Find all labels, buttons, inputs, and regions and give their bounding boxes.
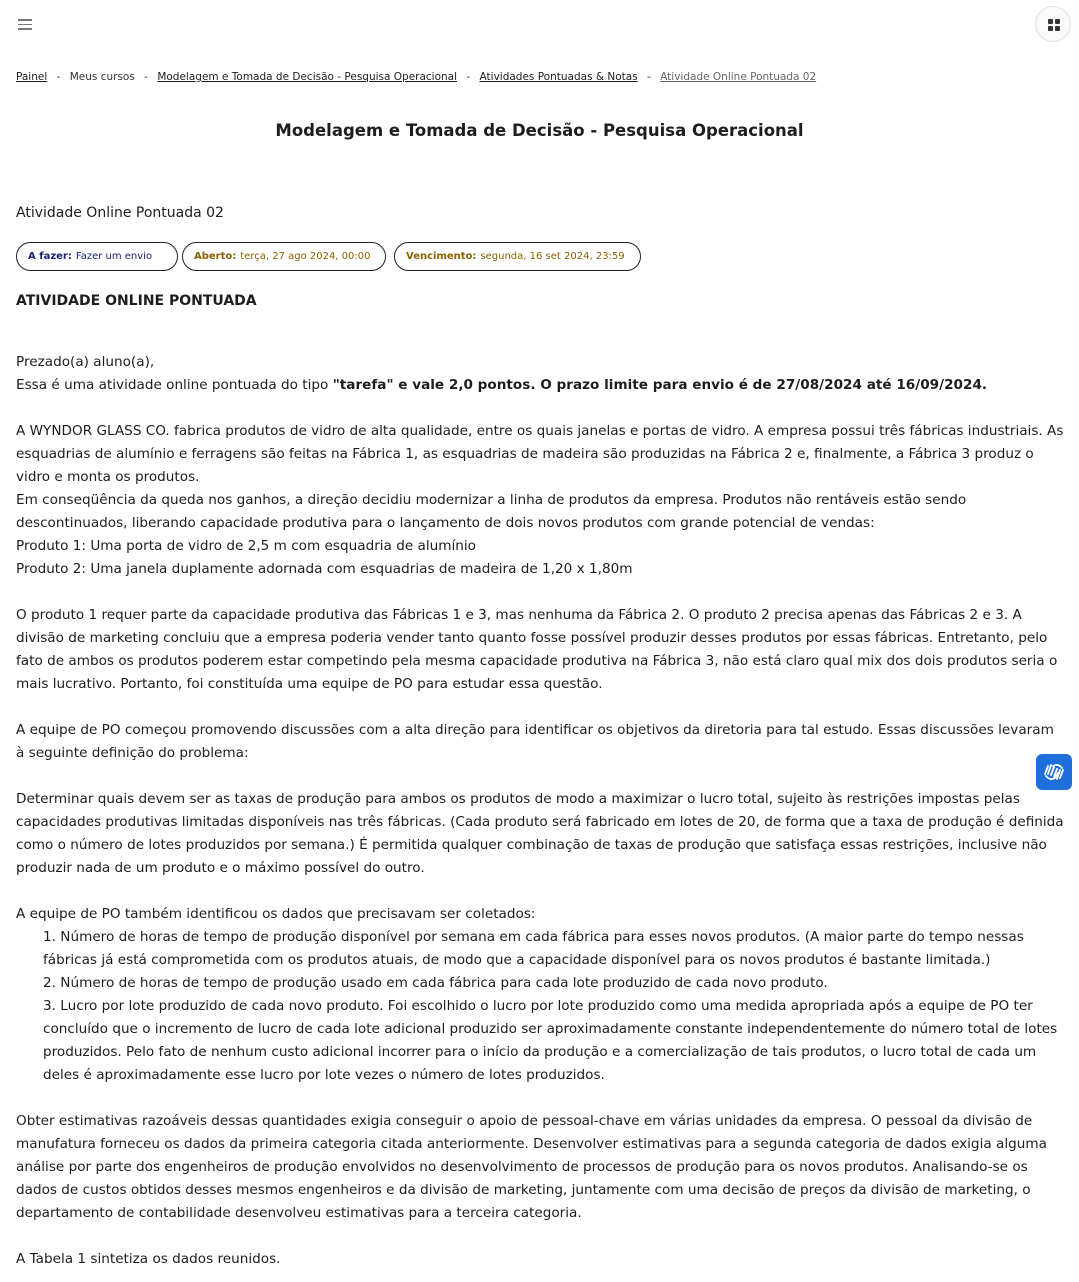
- breadcrumb-section[interactable]: Atividades Pontuadas & Notas: [479, 71, 638, 83]
- opened-date-badge: [182, 242, 386, 271]
- due-date-badge: [394, 242, 641, 271]
- paragraph-capacity: O produto 1 requer parte da capacidade produtiva das Fábricas 1 e 3, mas nenhuma da Fábrica 2. O produto 2 precisa apenas das Fábricas 2 e 3. A divisão de marketing concluiu que a empresa poderia vender tanto quanto fosse possível produzir desses produtos por essas fábricas. Entretanto, pelo fato de ambos os produtos poderem estar competindo pela mesma capacidade produtiva na Fábrica 3, não está claro qual mix dos dois produtos seria o mais lucrativo. Portanto, foi constituída uma equipe de PO para estudar essa questão.: [16, 607, 1058, 692]
- activity-description: [16, 290, 1064, 1271]
- breadcrumb-painel[interactable]: Painel: [16, 71, 48, 83]
- breadcrumb-meus-cursos: Meus cursos: [69, 71, 135, 83]
- paragraph-table-ref: A Tabela 1 sintetiza os dados reunidos.: [16, 1251, 281, 1267]
- intro-paragraph: [16, 374, 1064, 397]
- data-list: [16, 926, 1064, 1087]
- due-label: Vencimento:: [406, 251, 477, 262]
- breadcrumb-separator: -: [647, 71, 651, 83]
- breadcrumb-separator: -: [466, 71, 471, 83]
- opened-label: Aberto:: [194, 251, 237, 262]
- due-value: segunda, 16 set 2024, 23:59: [480, 251, 625, 262]
- activity-title: Atividade Online Pontuada 02: [16, 205, 224, 221]
- top-navbar: [0, 0, 1079, 50]
- hamburger-menu-icon[interactable]: [16, 16, 34, 34]
- accessibility-button[interactable]: [1036, 754, 1072, 790]
- paragraph-estimates: Obter estimativas razoáveis dessas quantidades exigia conseguir o apoio de pessoal-chave em várias unidades da empresa. O pessoal da divisão de manufatura forneceu os dados da primeira categoria citada anteriormente. Desenvolver estimativas para a segunda categoria de dados exigia alguma análise por parte dos engenheiros de produção envolvidos no desenvolvimento de processos de produção para os novos produtos. Analisando-se os dados de custos obtidos desses mesmos engenheiros e da divisão de marketing, juntamente com uma decisão de preços da divisão de marketing, o departamento de contabilidade desenvolveu estimativas para a terceira categoria.: [16, 1113, 1047, 1221]
- sign-language-hands-icon: [1036, 754, 1072, 790]
- paragraph-data-needed: A equipe de PO também identificou os dados que precisavam ser coletados:: [16, 906, 536, 922]
- page-title: Modelagem e Tomada de Decisão - Pesquisa Operacional: [275, 121, 804, 140]
- list-item: 2. Número de horas de tempo de produção usado em cada fábrica para cada lote produzido de cada novo produto.: [43, 975, 828, 991]
- paragraph-context: Em conseqüência da queda nos ganhos, a direção decidiu modernizar a linha de produtos da empresa. Produtos não rentáveis estão sendo descontinuados, liberando capacidade produtiva para o lançamento de dois novos produtos com grande potencial de vendas:: [16, 492, 967, 531]
- list-item: 1. Número de horas de tempo de produção disponível por semana em cada fábrica para esses novos produtos. (A maior parte do tempo nessas fábricas já está comprometida com os produtos atuais, de modo que a capacidade disponível para os novos produtos é bastante limitada.): [43, 929, 1024, 968]
- list-item: 3. Lucro por lote produzido de cada novo produto. Foi escolhido o lucro por lote produzido como uma medida apropriada após a equipe de PO ter concluído que o incremento de lucro de cada lote adicional produzido ser aproximadamente constante independentemente do número total de lotes produzidos. Pelo fato de nenhum custo adicional incorrer para o início da produção e a comercialização de tais produtos, o lucro total de cada um deles é aproximadamente esse lucro por lote vezes o número de lotes produzidos.: [43, 998, 1058, 1083]
- todo-badge: [16, 242, 178, 271]
- breadcrumb-separator: -: [56, 71, 61, 83]
- breadcrumb-course[interactable]: Modelagem e Tomada de Decisão - Pesquisa Operacional: [157, 71, 458, 83]
- greeting: Prezado(a) aluno(a),: [16, 354, 155, 370]
- intro-emphasis: "tarefa" e vale 2,0 pontos. O prazo limite para envio é de 27/08/2024 até 16/09/2024.: [332, 377, 988, 393]
- paragraph-company: A WYNDOR GLASS CO. fabrica produtos de vidro de alta qualidade, entre os quais janelas e portas de vidro. A empresa possui três fábricas industriais. As esquadrias de alumínio e ferragens são feitas na Fábrica 1, as esquadrias de madeira são produzidas na Fábrica 2 e, finalmente, a Fábrica 3 produz o vidro e monta os produtos.: [16, 423, 1064, 485]
- todo-label: A fazer:: [28, 251, 72, 262]
- todo-value: Fazer um envio: [75, 251, 153, 262]
- breadcrumb: [16, 71, 816, 83]
- paragraph-product-1: Produto 1: Uma porta de vidro de 2,5 m com esquadria de alumínio: [16, 538, 476, 554]
- breadcrumb-current-activity[interactable]: Atividade Online Pontuada 02: [660, 71, 817, 83]
- blocks-drawer-button[interactable]: [1035, 6, 1071, 42]
- paragraph-team: A equipe de PO começou promovendo discussões com a alta direção para identificar os objetivos da diretoria para tal estudo. Essas discussões levaram à seguinte definição do problema:: [16, 722, 1054, 761]
- paragraph-product-2: Produto 2: Uma janela duplamente adornada com esquadrias de madeira de 1,20 x 1,80m: [16, 561, 633, 577]
- breadcrumb-separator: -: [144, 71, 148, 83]
- intro-text: Essa é uma atividade online pontuada do tipo: [16, 377, 333, 393]
- grid-blocks-icon: [1048, 19, 1060, 31]
- description-heading: ATIVIDADE ONLINE PONTUADA: [16, 293, 257, 309]
- paragraph-problem: Determinar quais devem ser as taxas de produção para ambos os produtos de modo a maximizar o lucro total, sujeito às restrições impostas pelas capacidades produtivas limitadas disponíveis nas três fábricas. (Cada produto será fabricado em lotes de 20, de forma que a taxa de produção é definida como o número de lotes produzidos por semana.) É permitida qualquer combinação de taxas de produção que satisfaça essas restrições, inclusive não produzir nada de um produto e o máximo possível do outro.: [16, 791, 1064, 876]
- opened-value: terça, 27 ago 2024, 00:00: [240, 251, 371, 262]
